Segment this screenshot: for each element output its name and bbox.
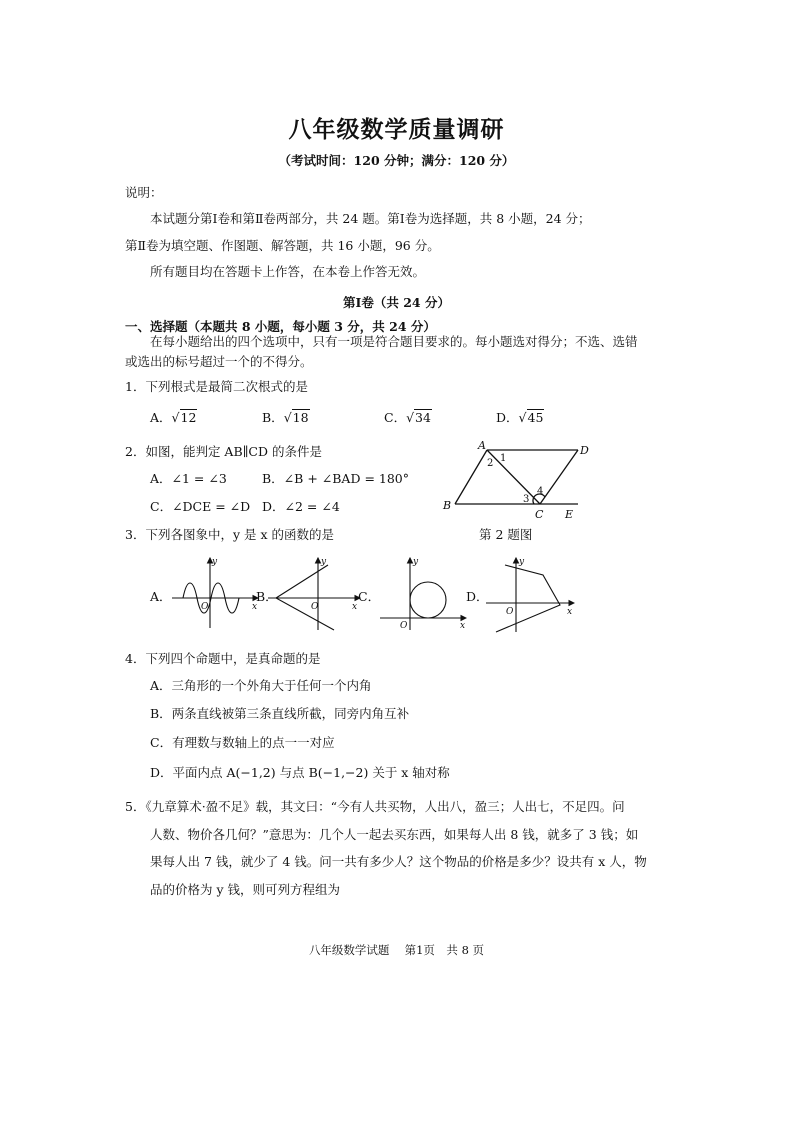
q1-option-a-letter: A．	[150, 410, 172, 425]
graph-c-y-label: y	[413, 557, 419, 567]
graph-d-origin: O	[506, 607, 514, 617]
graph-b-x-label: x	[352, 602, 358, 612]
intro-heading: 说明：	[125, 185, 163, 200]
q2-option-d: D．∠2 = ∠4	[262, 499, 340, 514]
q4-option-b: B．两条直线被第三条直线所截，同旁内角互补	[150, 706, 410, 721]
sqrt-icon: √	[518, 410, 527, 425]
graph-b-origin: O	[311, 602, 319, 612]
q1-option-d-letter: D．	[496, 410, 519, 425]
sqrt-icon: √	[406, 410, 415, 425]
q4-option-c: C．有理数与数轴上的点一一对应	[150, 735, 335, 750]
q3-option-d: D．	[466, 589, 489, 604]
angle-label-4: 4	[537, 486, 544, 497]
sqrt-icon: √	[171, 410, 180, 425]
graph-c-x-label: x	[460, 621, 466, 631]
q5-line-2: 人数、物价各几何？”意思为：几个人一起去买东西，如果每人出 8 钱，就多了 3 钱；如	[150, 827, 639, 842]
section-title: 一、选择题（本题共 8 小题，每小题 3 分，共 24 分）	[125, 319, 436, 334]
intro-line-3: 所有题目均在答题卡上作答，在本卷上作答无效。	[150, 264, 426, 279]
q2-option-c: C．∠DCE = ∠D	[150, 499, 251, 514]
graph-a-x-label: x	[252, 602, 258, 612]
angle-label-2: 2	[487, 458, 494, 469]
q2-option-b: B．∠B + ∠BAD = 180°	[262, 471, 410, 486]
label-e: E	[565, 508, 574, 521]
intro-line-1: 本试题分第Ⅰ卷和第Ⅱ卷两部分，共 24 题。第Ⅰ卷为选择题，共 8 小题，24 分；	[150, 211, 591, 226]
q1-option-a-radicand: 12	[180, 410, 197, 425]
sqrt-icon: √	[283, 410, 292, 425]
q2-option-a: A．∠1 = ∠3	[150, 471, 227, 486]
q5-line-1: 5．《九章算术·盈不足》载，其文曰：“今有人共买物，人出八，盈三；人出七，不足四。问	[125, 799, 625, 814]
q3-option-a: A．	[150, 589, 172, 604]
q5-line-4: 品的价格为 y 钱，则可列方程组为	[150, 882, 341, 897]
q1-option-b-letter: B．	[262, 410, 284, 425]
section-desc-1: 在每小题给出的四个选项中，只有一项是符合题目要求的。每小题选对得分；不选、选错	[150, 334, 638, 349]
q1-option-b-radicand: 18	[292, 410, 309, 425]
graph-d-y-label: y	[519, 557, 525, 567]
section-desc-2: 或选出的标号超过一个的不得分。	[125, 354, 313, 369]
q3-option-c: C．	[358, 589, 381, 604]
q5-line-3: 果每人出 7 钱，就少了 4 钱。问一共有多少人？这个物品的价格是多少？设共有 x 人，物	[150, 854, 647, 869]
q2-figure-caption: 第 2 题图	[479, 527, 533, 542]
q1-stem: 1．下列根式是最简二次根式的是	[125, 379, 308, 394]
angle-label-3: 3	[523, 494, 530, 505]
q4-option-a: A．三角形的一个外角大于任何一个内角	[150, 678, 372, 693]
page-title: 八年级数学质量调研	[288, 116, 505, 143]
graph-a-y-label: y	[212, 557, 218, 567]
q3-stem: 3．下列各图象中，y 是 x 的函数的是	[125, 527, 334, 542]
label-b: B	[443, 499, 452, 512]
exam-info: （考试时间：120 分钟；满分：120 分）	[278, 153, 515, 168]
label-d: D	[580, 444, 589, 457]
q4-stem: 4．下列四个命题中，是真命题的是	[125, 651, 321, 666]
intro-line-2: 第Ⅱ卷为填空题、作图题、解答题，共 16 小题，96 分。	[125, 238, 440, 253]
graph-c-circle	[410, 582, 446, 618]
q1-option-d-radicand: 45	[527, 410, 544, 425]
part1-heading: 第Ⅰ卷（共 24 分）	[343, 295, 450, 310]
q1-option-c-letter: C．	[384, 410, 407, 425]
graph-a-origin: O	[201, 602, 209, 612]
label-c: C	[535, 508, 544, 521]
angle-label-1: 1	[500, 453, 507, 464]
graph-d-x-label: x	[567, 607, 573, 617]
q3-option-b: B．	[256, 589, 278, 604]
graph-b-y-label: y	[321, 557, 327, 567]
q1-option-c-radicand: 34	[415, 410, 431, 425]
label-a: A	[478, 439, 486, 452]
graph-d-curve	[496, 565, 560, 632]
graph-c-origin: O	[400, 621, 408, 631]
page-footer: 八年级数学试题 第1页 共 8 页	[308, 943, 485, 957]
q2-stem: 2．如图，能判定 AB∥CD 的条件是	[125, 444, 322, 459]
q4-option-d: D．平面内点 A(−1,2) 与点 B(−1,−2) 关于 x 轴对称	[150, 765, 450, 780]
